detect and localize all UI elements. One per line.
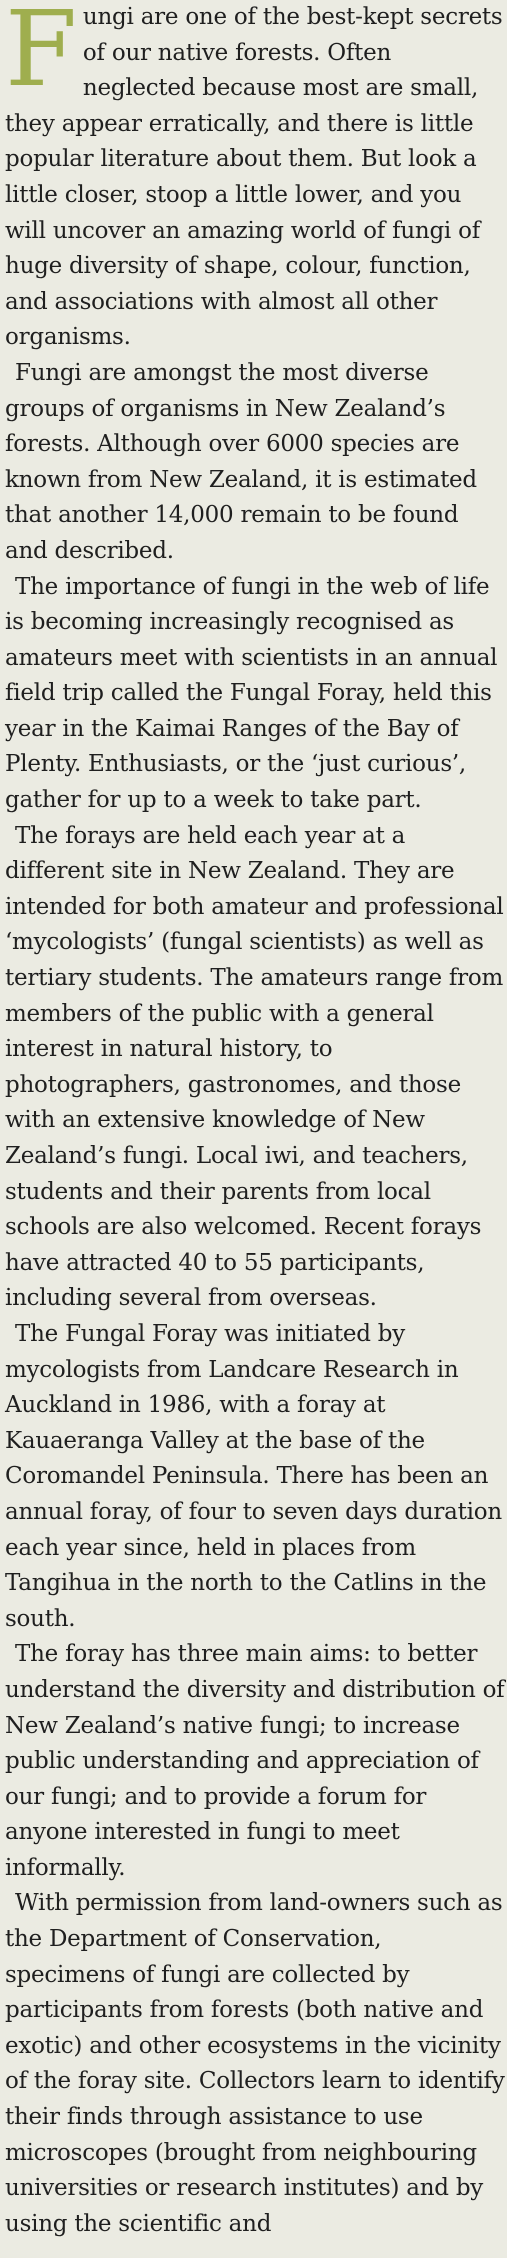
paragraph-7: With permission from land-owners such as the Department of Conservation, specimens of fungi are collected by participants from forests (both native and exotic) and other ecosystems in the vicinity of the foray site. Collectors learn to identify their finds through assistance to use microscopes (brought from neighbouring universities or research institutes) and by using the scientific and [5,1890,505,2237]
paragraph-1-text: ungi are one of the best-kept secrets of our native forests. Often neglected because most are small, they appear erratically, and there is little popular literature about them. But look a little closer, stoop a little lower, and you will uncover an amazing world of fungi of huge diversity of shape, colour, function, and associations with almost all other organisms. [5,4,503,351]
article-body [5,0,505,2242]
paragraph-2: Fungi are amongst the most diverse groups of organisms in New Zealand’s forests. Although over 6000 species are known from New Zealand, it is estimated that another 14,000 remain to be found and described. [5,359,477,564]
paragraph-1 [5,0,505,356]
drop-cap-letter: F [5,0,77,110]
paragraph-3: The importance of fungi in the web of life is becoming increasingly recognised as amateurs meet with scientists in an annual field trip called the Fungal Foray, held this year in the Kaimai Ranges of the Bay of Plenty. Enthusiasts, or the ‘just curious’, gather for up to a week to take part. [5,573,498,814]
paragraph-6: The foray has three main aims: to better understand the diversity and distribution of New Zealand’s native fungi; to increase public understanding and appreciation of our fungi; and to provide a forum for anyone interested in fungi to meet informally. [5,1641,505,1881]
paragraph-5: The Fungal Foray was initiated by mycologists from Landcare Research in Auckland in 1986, with a foray at Kauaeranga Valley at the base of the Coromandel Peninsula. There has been an annual foray, of four to seven days duration each year since, held in places from Tangihua in the north to the Catlins in the south. [5,1320,502,1632]
paragraph-4: The forays are held each year at a different site in New Zealand. They are intended for both amateur and professional ‘mycologists’ (fungal scientists) as well as tertiary students. The amateurs range from members of the public with a general interest in natural history, to photographers, gastronomes, and those with an extensive knowledge of New Zealand’s fungi. Local iwi, and teachers, students and their parents from local schools are also welcomed. Recent forays have attracted 40 to 55 participants, including several from overseas. [5,822,504,1312]
